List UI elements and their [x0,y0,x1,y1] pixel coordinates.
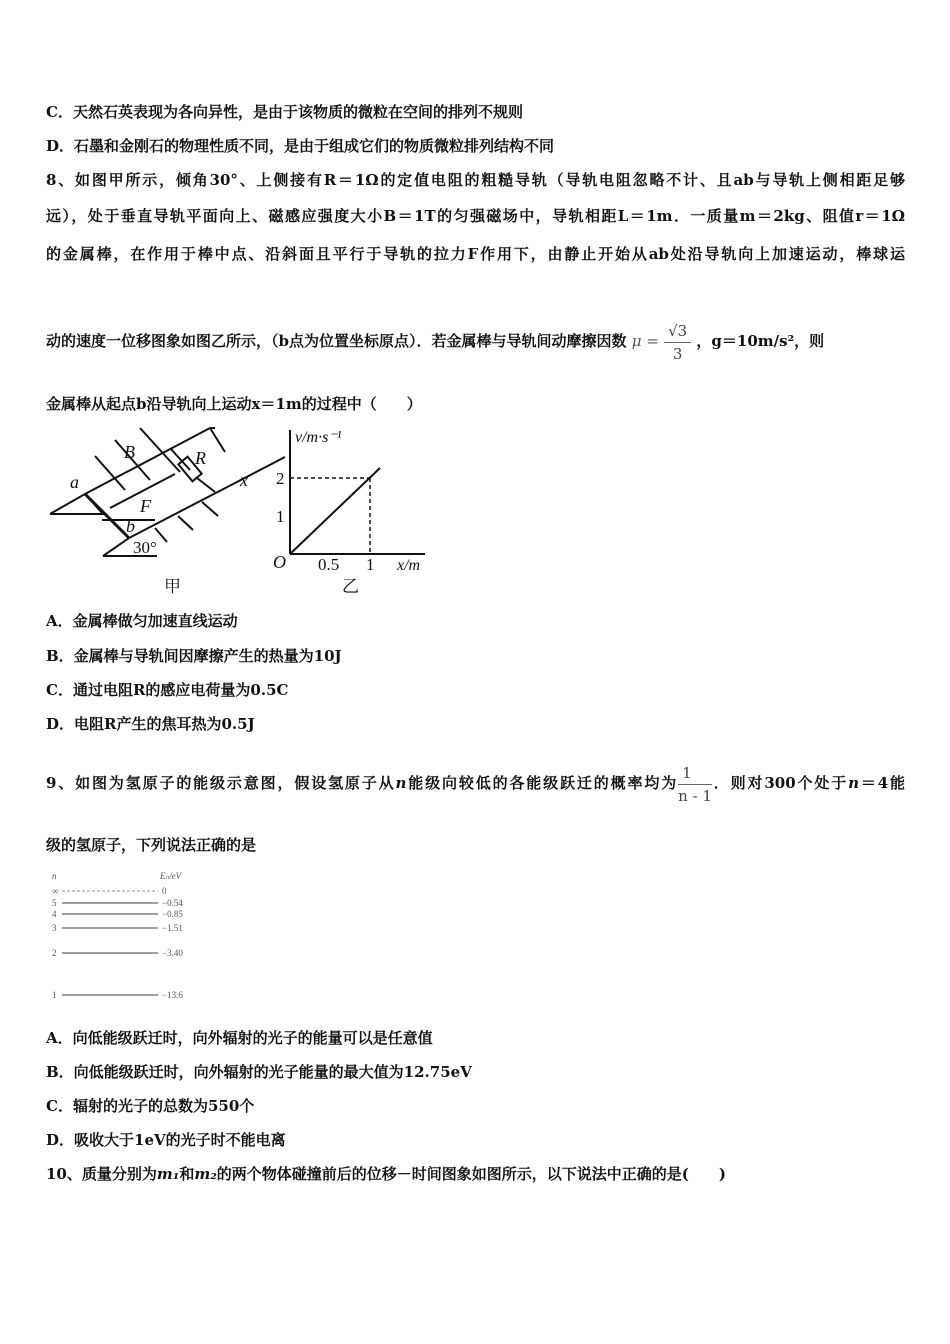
q10-text: 的两个物体碰撞前后的位移－时间图象如图所示，以下说法中正确的是( ) [216,1165,726,1183]
q9-option-c: C．辐射的光子的总数为550个 [46,1097,255,1115]
numerator: √3 [664,320,691,343]
level-n-label: 3 [52,923,57,933]
q9-option-a: A．向低能级跃迁时，向外辐射的光子的能量可以是任意值 [46,1029,433,1047]
level-n-label: 4 [52,909,57,919]
q10-line1 [46,1164,726,1184]
rail-lower [129,457,285,538]
tick-y1: 1 [276,507,285,526]
q9-text: 9、如图为氢原子的能级示意图，假设氢原子从 [46,774,396,792]
mu-symbol: μ = [631,332,659,350]
q9-line2: 级的氢原子，下列说法正确的是 [46,836,257,854]
m1-symbol: m₁ [156,1165,180,1183]
q9-option-b: B．向低能级跃迁时，向外辐射的光子能量的最大值为12.75eV [46,1063,472,1081]
m2-symbol: m₂ [194,1165,217,1183]
option-c-prev: C．天然石英表现为各向异性，是由于该物质的微粒在空间的排列不规则 [46,103,523,121]
tick-x1: 1 [366,555,375,574]
q9-text: ＝4能 [858,774,906,792]
caption-yi: 乙 [342,577,359,596]
level-n-label: 1 [52,990,57,1000]
level-n-label: ∞ [52,886,59,896]
label-F: F [140,496,151,516]
q10-text: 和 [179,1165,195,1183]
q10-text: 10、质量分别为 [46,1165,157,1183]
tick-x05: 0.5 [318,555,340,574]
energy-axis-label: Eₙ/eV [160,871,182,881]
q8-line1: 8、如图甲所示，倾角30°、上侧接有R＝1Ω的定值电阻的粗糙导轨（导轨电阻忽略不计、且ab与导轨上侧相距足够 [46,171,905,189]
q9-text: ．则对300个处于 [711,774,849,792]
label-a: a [70,472,79,492]
level-energy-label: −1.51 [162,923,183,933]
sqrt3-over-3-fraction [664,320,691,365]
level-energy-label: 0 [162,886,167,896]
q9-text: 能级向较低的各能级跃迁的概率均为 [406,774,679,792]
figure-jia-yi [40,420,440,600]
q8-option-b: B．金属棒与导轨间因摩擦产生的热量为10J [46,647,342,665]
label-R: R [195,448,206,468]
q8-line3: 的金属棒，在作用于棒中点、沿斜面且平行于导轨的拉力F作用下，由静止开始从ab处沿导轨向上加速运动，棒球运 [46,245,905,263]
level-energy-label: −0.54 [162,898,183,908]
label-B: B [124,442,135,462]
x-axis-label: x/m [397,557,421,574]
denominator: 3 [672,344,683,363]
n-symbol: n [848,774,859,792]
level-energy-label: −13.6 [162,990,183,1000]
q8-option-a: A．金属棒做匀加速直线运动 [46,612,238,630]
q8-option-d: D．电阻R产生的焦耳热为0.5J [46,715,255,733]
q8-line2: 远），处于垂直导轨平面向上、磁感应强度大小B＝1T的匀强磁场中，导轨相距L＝1m．一质量m＝2kg、阻值r＝1Ω [46,207,905,225]
q9-line1 [46,748,905,818]
q8-text-end: ，g＝10m/s²，则 [696,332,825,350]
q8-text: 动的速度一位移图象如图乙所示，（b点为位置坐标原点）．若金属棒与导轨间动摩擦因数 [46,332,627,350]
n-symbol: n [395,774,407,792]
q8-line4 [46,306,824,376]
denominator: n - 1 [678,786,712,805]
angle-label: 30° [133,538,157,557]
n-axis-label: n [52,871,57,881]
level-n-label: 5 [52,898,57,908]
q8-line5: 金属棒从起点b沿导轨向上运动x＝1m的过程中（ ） [46,395,422,413]
option-d-prev: D．石墨和金刚石的物理性质不同，是由于组成它们的物质微粒排列结构不同 [46,137,555,155]
v-axis-label: v/m·s⁻¹ [295,429,342,446]
level-energy-label: −3.40 [162,948,183,958]
q8-option-c: C．通过电阻R的感应电荷量为0.5C [46,681,289,699]
caption-jia: 甲 [164,577,181,596]
origin-label: O [273,552,286,572]
label-x: x [240,470,248,490]
energy-level-diagram [40,865,210,1005]
b-field-line [95,456,125,490]
q9-option-d: D．吸收大于1eV的光子时不能电离 [46,1131,286,1149]
one-over-n-minus-1-fraction [678,762,712,807]
level-energy-label: −0.85 [162,909,183,919]
label-b: b [126,516,135,536]
numerator: 1 [678,762,712,785]
v-x-line [290,468,380,554]
level-n-label: 2 [52,948,57,958]
tick-y2: 2 [276,469,285,488]
